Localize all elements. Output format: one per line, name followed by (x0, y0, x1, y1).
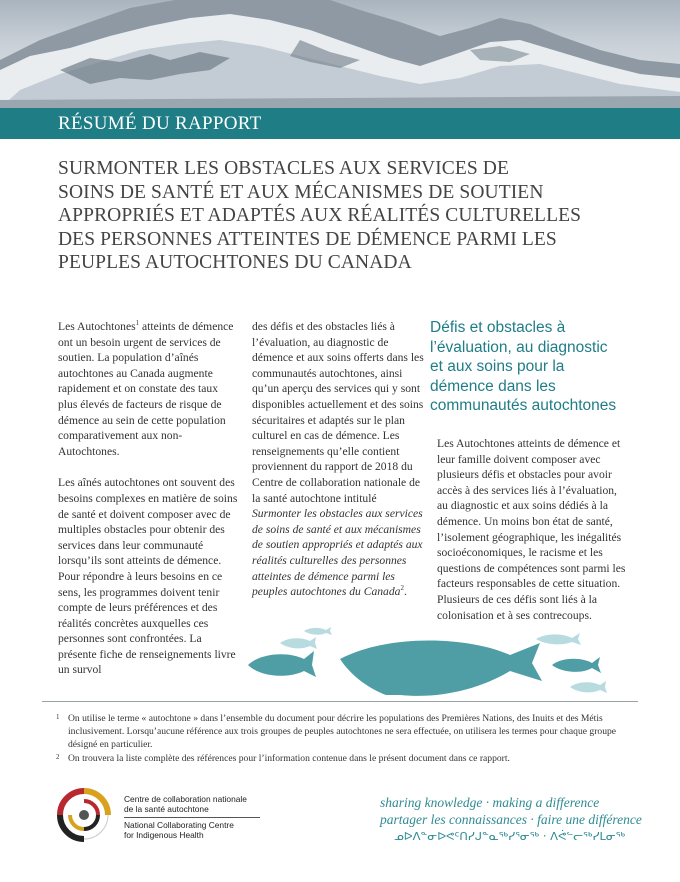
footnote-divider (42, 701, 638, 702)
paragraph-text: des défis et des obstacles liés à l’évaluation, au diagnostic de démence et aux soins offerts dans les communautés autochtones, ainsi qu’un aperçu des services qui y sont disponibles actuellement et des soins sécuritaires et adaptés sur le plan culturel en cas de démence. Les renseignements qu’elle contient proviennent du rapport de 2018 du Centre de collaboration nationale de la santé autochtone intitulé (252, 320, 424, 505)
banner-label: RÉSUMÉ DU RAPPORT (58, 113, 262, 134)
heading-line: démence dans les (430, 377, 556, 395)
heading-line: et aux soins pour la (430, 358, 565, 375)
section-heading (430, 318, 640, 416)
footnote-ref: 1 (135, 319, 140, 328)
footnote-number: 2 (56, 753, 60, 762)
fish-illustration (240, 625, 640, 701)
body-column-3 (437, 436, 627, 623)
fish-icon (340, 641, 542, 696)
tagline-fr: partager les connaissances · faire une différence (380, 812, 642, 827)
page-title (58, 157, 638, 275)
paragraph-text: Les Autochtones (58, 320, 136, 333)
title-line: PEUPLES AUTOCHTONES DU CANADA (58, 252, 412, 273)
report-banner (0, 108, 680, 139)
paragraph (58, 319, 240, 459)
footnotes (56, 713, 636, 768)
body-column-2 (252, 319, 428, 600)
org-divider (124, 817, 260, 818)
footnote-ref: 2 (400, 584, 404, 593)
paragraph: Les Autochtones atteints de démence et leur famille doivent composer avec plusieurs défis et obstacles pour avoir accès à des services liés à l’évaluation, au diagnostic et aux soins dédiés à la démence. Un moins bon état de santé, l’isolement géographique, les inégalités socioéconomiques, le racisme et les questions de compétences sont parmi les facteurs responsables de cette situation. Plusieurs de ces défis sont liés à la colonisation et à ses contrecoups. (437, 437, 626, 622)
hero-mountain-image (0, 0, 680, 108)
footnote (56, 713, 636, 751)
mountain-illustration (0, 0, 680, 108)
footnote-text: On utilise le terme « autochtone » dans l’ensemble du document pour décrire les populations des Premières Nations, des Inuits et des Métis inclusivement. Lorsqu’aucune référence aux trois groupes de peuples autochtones ne sera effectuée, on utilisera les termes pour chaque groupe désigné en particulier. (68, 713, 617, 750)
heading-line: Défis et obstacles à (430, 319, 566, 336)
org-name-en: National Collaborating Centre (124, 819, 234, 830)
tagline-en: sharing knowledge · making a difference (380, 795, 600, 810)
title-line: SURMONTER LES OBSTACLES AUX SERVICES DE (58, 158, 509, 179)
tagline (380, 794, 642, 845)
fish-icon (280, 627, 332, 649)
paragraph-text: atteints de démence ont un besoin urgent de services de soutien. La population d’aînés autochtones au Canada augmente rapidement et on constate des taux plus élevés de facteurs de risque de démence au sein de cette population comparativement aux non-Autochtones. (58, 320, 234, 458)
org-name-fr: de la santé autochtone (124, 804, 209, 815)
org-name-en: for Indigenous Health (124, 829, 204, 840)
nccih-logo-icon (56, 787, 112, 843)
title-line: APPROPRIÉS ET ADAPTÉS AUX RÉALITÉS CULTURELLES (58, 205, 582, 226)
paragraph (252, 319, 428, 600)
body-column-1 (58, 319, 240, 678)
footnote (56, 753, 636, 766)
fish-icon (536, 633, 581, 645)
fish-icon (552, 657, 601, 673)
organization-name (124, 794, 274, 840)
heading-line: communautés autochtones (430, 397, 617, 414)
tagline-inuktitut: ᓄᐅᐱᓐᓂᐅᕙᑦᑎᓯᒍᓐᓇᖅᓯᕐᓂᖅ · ᐱᕚᓪᓕᖅᓯᒪᓂᖅ (394, 829, 626, 843)
fish-icon (570, 681, 607, 693)
title-line: SOINS DE SANTÉ ET AUX MÉCANISMES DE SOUTIEN (58, 181, 544, 203)
paragraph: Les aînés autochtones ont souvent des besoins complexes en matière de soins de santé et doivent composer avec de multiples obstacles pour obtenir des services dans leur communauté lorsqu’ils sont atteints de démence. Pour répondre à leurs besoins en ce sens, les programmes doivent tenir compte de leurs préférences et des réalités concrètes auxquelles ces personnes sont confrontées. La présente fiche de renseignements livre un survol (58, 476, 238, 677)
org-name-fr: Centre de collaboration nationale (124, 794, 247, 804)
footnote-text: On trouvera la liste complète des références pour l’information contenue dans le présent document dans ce rapport. (68, 753, 510, 765)
footnote-number: 1 (56, 713, 60, 721)
report-title: Surmonter les obstacles aux services de soins de santé et aux mécanismes de soutien appropriés et adaptés aux réalités culturelles des personnes atteintes de démence parmi les peuples autochtones du Canada (252, 507, 423, 599)
title-line: DES PERSONNES ATTEINTES DE DÉMENCE PARMI LES (58, 228, 557, 250)
heading-line: l’évaluation, au diagnostic (430, 338, 608, 356)
paragraph-text: . (403, 585, 407, 599)
fish-icon (248, 651, 316, 677)
